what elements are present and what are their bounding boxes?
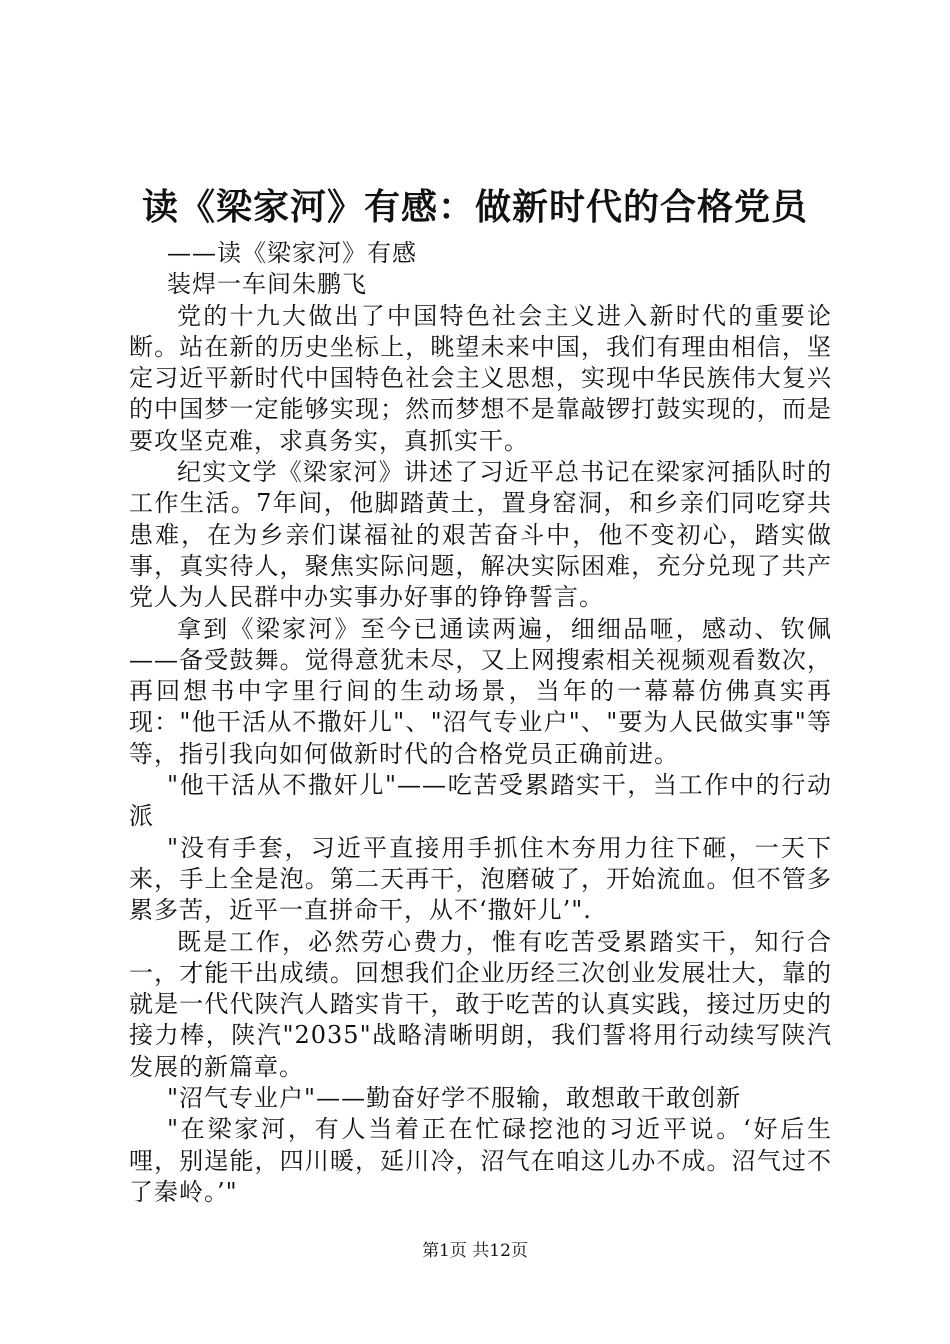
section-heading: "沼气专业户"——勤奋好学不服输，敢想敢干敢创新 xyxy=(167,1084,742,1113)
quote-paragraph: "没有手套，习近平直接用手抓住木夯用力往下砸，一天下来，手上全是泡。第二天再干，泡磨破了，开始流血。但不管多累多苦，近平一直拼命干，从不‘撒奸儿’". xyxy=(129,833,832,925)
section-heading: "他干活从不撒奸儿"——吃苦受累踏实干，当工作中的行动派 xyxy=(129,771,832,831)
paragraph: 既是工作，必然劳心费力，惟有吃苦受累踏实干，知行合一，才能干出成绩。回想我们企业历经三次创业发展壮大，靠的就是一代代陕汽人踏实肯干，敢于吃苦的认真实践，接过历史的接力棒，陕汽"2035"战略清晰明朗，我们誓将用行动续写陕汽发展的新篇章。 xyxy=(129,927,832,1081)
document-title: 读《梁家河》有感：做新时代的合格党员 xyxy=(141,187,808,228)
paragraph: 拿到《梁家河》至今已通读两遍，细细品咂，感动、钦佩——备受鼓舞。觉得意犹未尽，又上网搜索相关视频观看数次，再回想书中字里行间的生动场景，当年的一幕幕仿佛真实再现："他干活从不撒奸儿"、"沼气专业户"、"要为人民做实事"等等，指引我向如何做新时代的合格党员正确前进。 xyxy=(129,614,832,768)
paragraph: 党的十九大做出了中国特色社会主义进入新时代的重要论断。站在新的历史坐标上，眺望未来中国，我们有理由相信，坚定习近平新时代中国特色社会主义思想，实现中华民族伟大复兴的中国梦一定能够实现；然而梦想不是靠敲锣打鼓实现的，而是要攻坚克难，求真务实，真抓实干。 xyxy=(129,301,832,455)
author-line: 装焊一车间朱鹏飞 xyxy=(167,270,367,299)
page-number-footer: 第1页 共12页 xyxy=(422,1241,528,1261)
subtitle: ——读《梁家河》有感 xyxy=(167,239,417,267)
paragraph: 纪实文学《梁家河》讲述了习近平总书记在梁家河插队时的工作生活。7年间，他脚踏黄土，置身窑洞，和乡亲们同吃穿共患难，在为乡亲们谋福祉的艰苦奋斗中，他不变初心，踏实做事，真实待人，聚焦实际问题，解决实际困难，充分兑现了共产党人为人民群中办实事办好事的铮铮誓言。 xyxy=(129,458,832,612)
document-body xyxy=(129,238,832,1208)
quote-paragraph: "在梁家河，有人当着正在忙碌挖池的习近平说。‘好后生哩，别逞能，四川暖，延川冷，沼气在咱这儿办不成。沼气过不了秦岭。’" xyxy=(129,1115,832,1206)
